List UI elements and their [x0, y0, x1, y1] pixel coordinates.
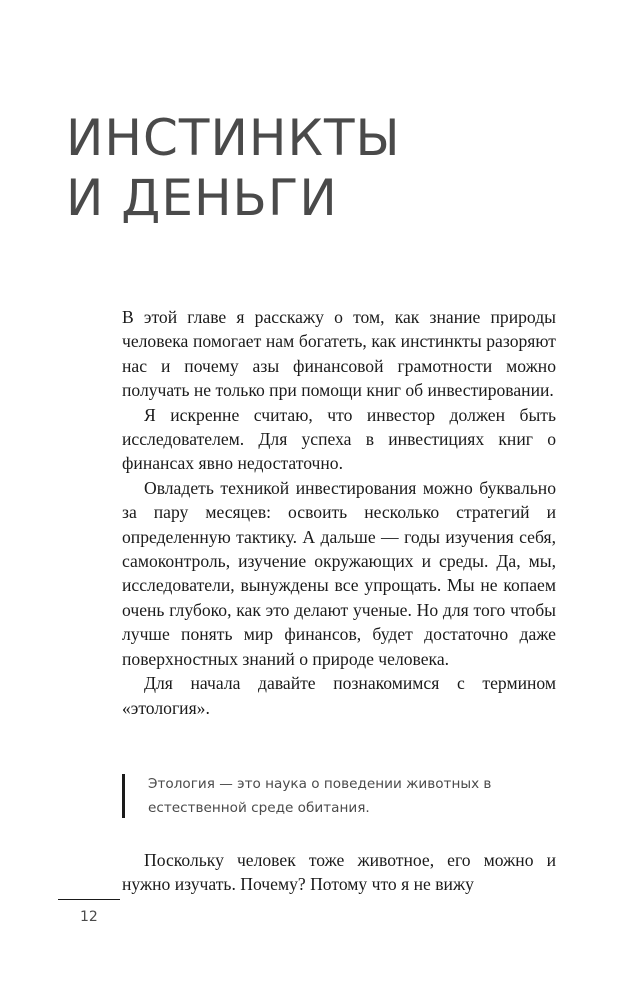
- chapter-title-line-1: ИНСТИНКТЫ: [66, 109, 401, 167]
- paragraph-4: Для начала давайте познакомимся с термином «этология».: [122, 673, 556, 718]
- paragraph-2: Я искренне считаю, что инвестор должен быть исследователем. Для успеха в инвестициях книг о финансах явно недостаточно.: [122, 404, 556, 474]
- intro-text: [122, 305, 556, 720]
- chapter-title: [66, 108, 401, 228]
- continuation-text: [122, 848, 556, 897]
- callout-text: Этология — это наука о поведении животных в естественной среде обитания.: [148, 776, 492, 816]
- chapter-title-line-2: И ДЕНЬГИ: [66, 169, 338, 227]
- footer-rule: [58, 899, 120, 900]
- page-number: 12: [80, 909, 98, 925]
- callout-bar: [122, 774, 125, 818]
- paragraph-5: Поскольку человек тоже животное, его можно и нужно изучать. Почему? Потому что я не вижу: [122, 850, 556, 895]
- definition-callout: [122, 772, 552, 824]
- paragraph-3: Овладеть техникой инвестирования можно буквально за пару месяцев: освоить несколько стратегий и определенную тактику. А дальше — годы изучения себя, самоконтроль, изучение окружающих и среды. Да, мы, исследователи, вынуждены все упрощать. Мы не копаем очень глубоко, как это делают ученые. Но для того чтобы лучше понять мир финансов, будет достаточно даже поверхностных знаний о природе человека.: [122, 477, 556, 669]
- paragraph-1: В этой главе я расскажу о том, как знание природы человека помогает нам богатеть, как инстинкты разоряют нас и почему азы финансовой грамотности можно получать не только при помощи книг об инвестировании.: [122, 307, 556, 401]
